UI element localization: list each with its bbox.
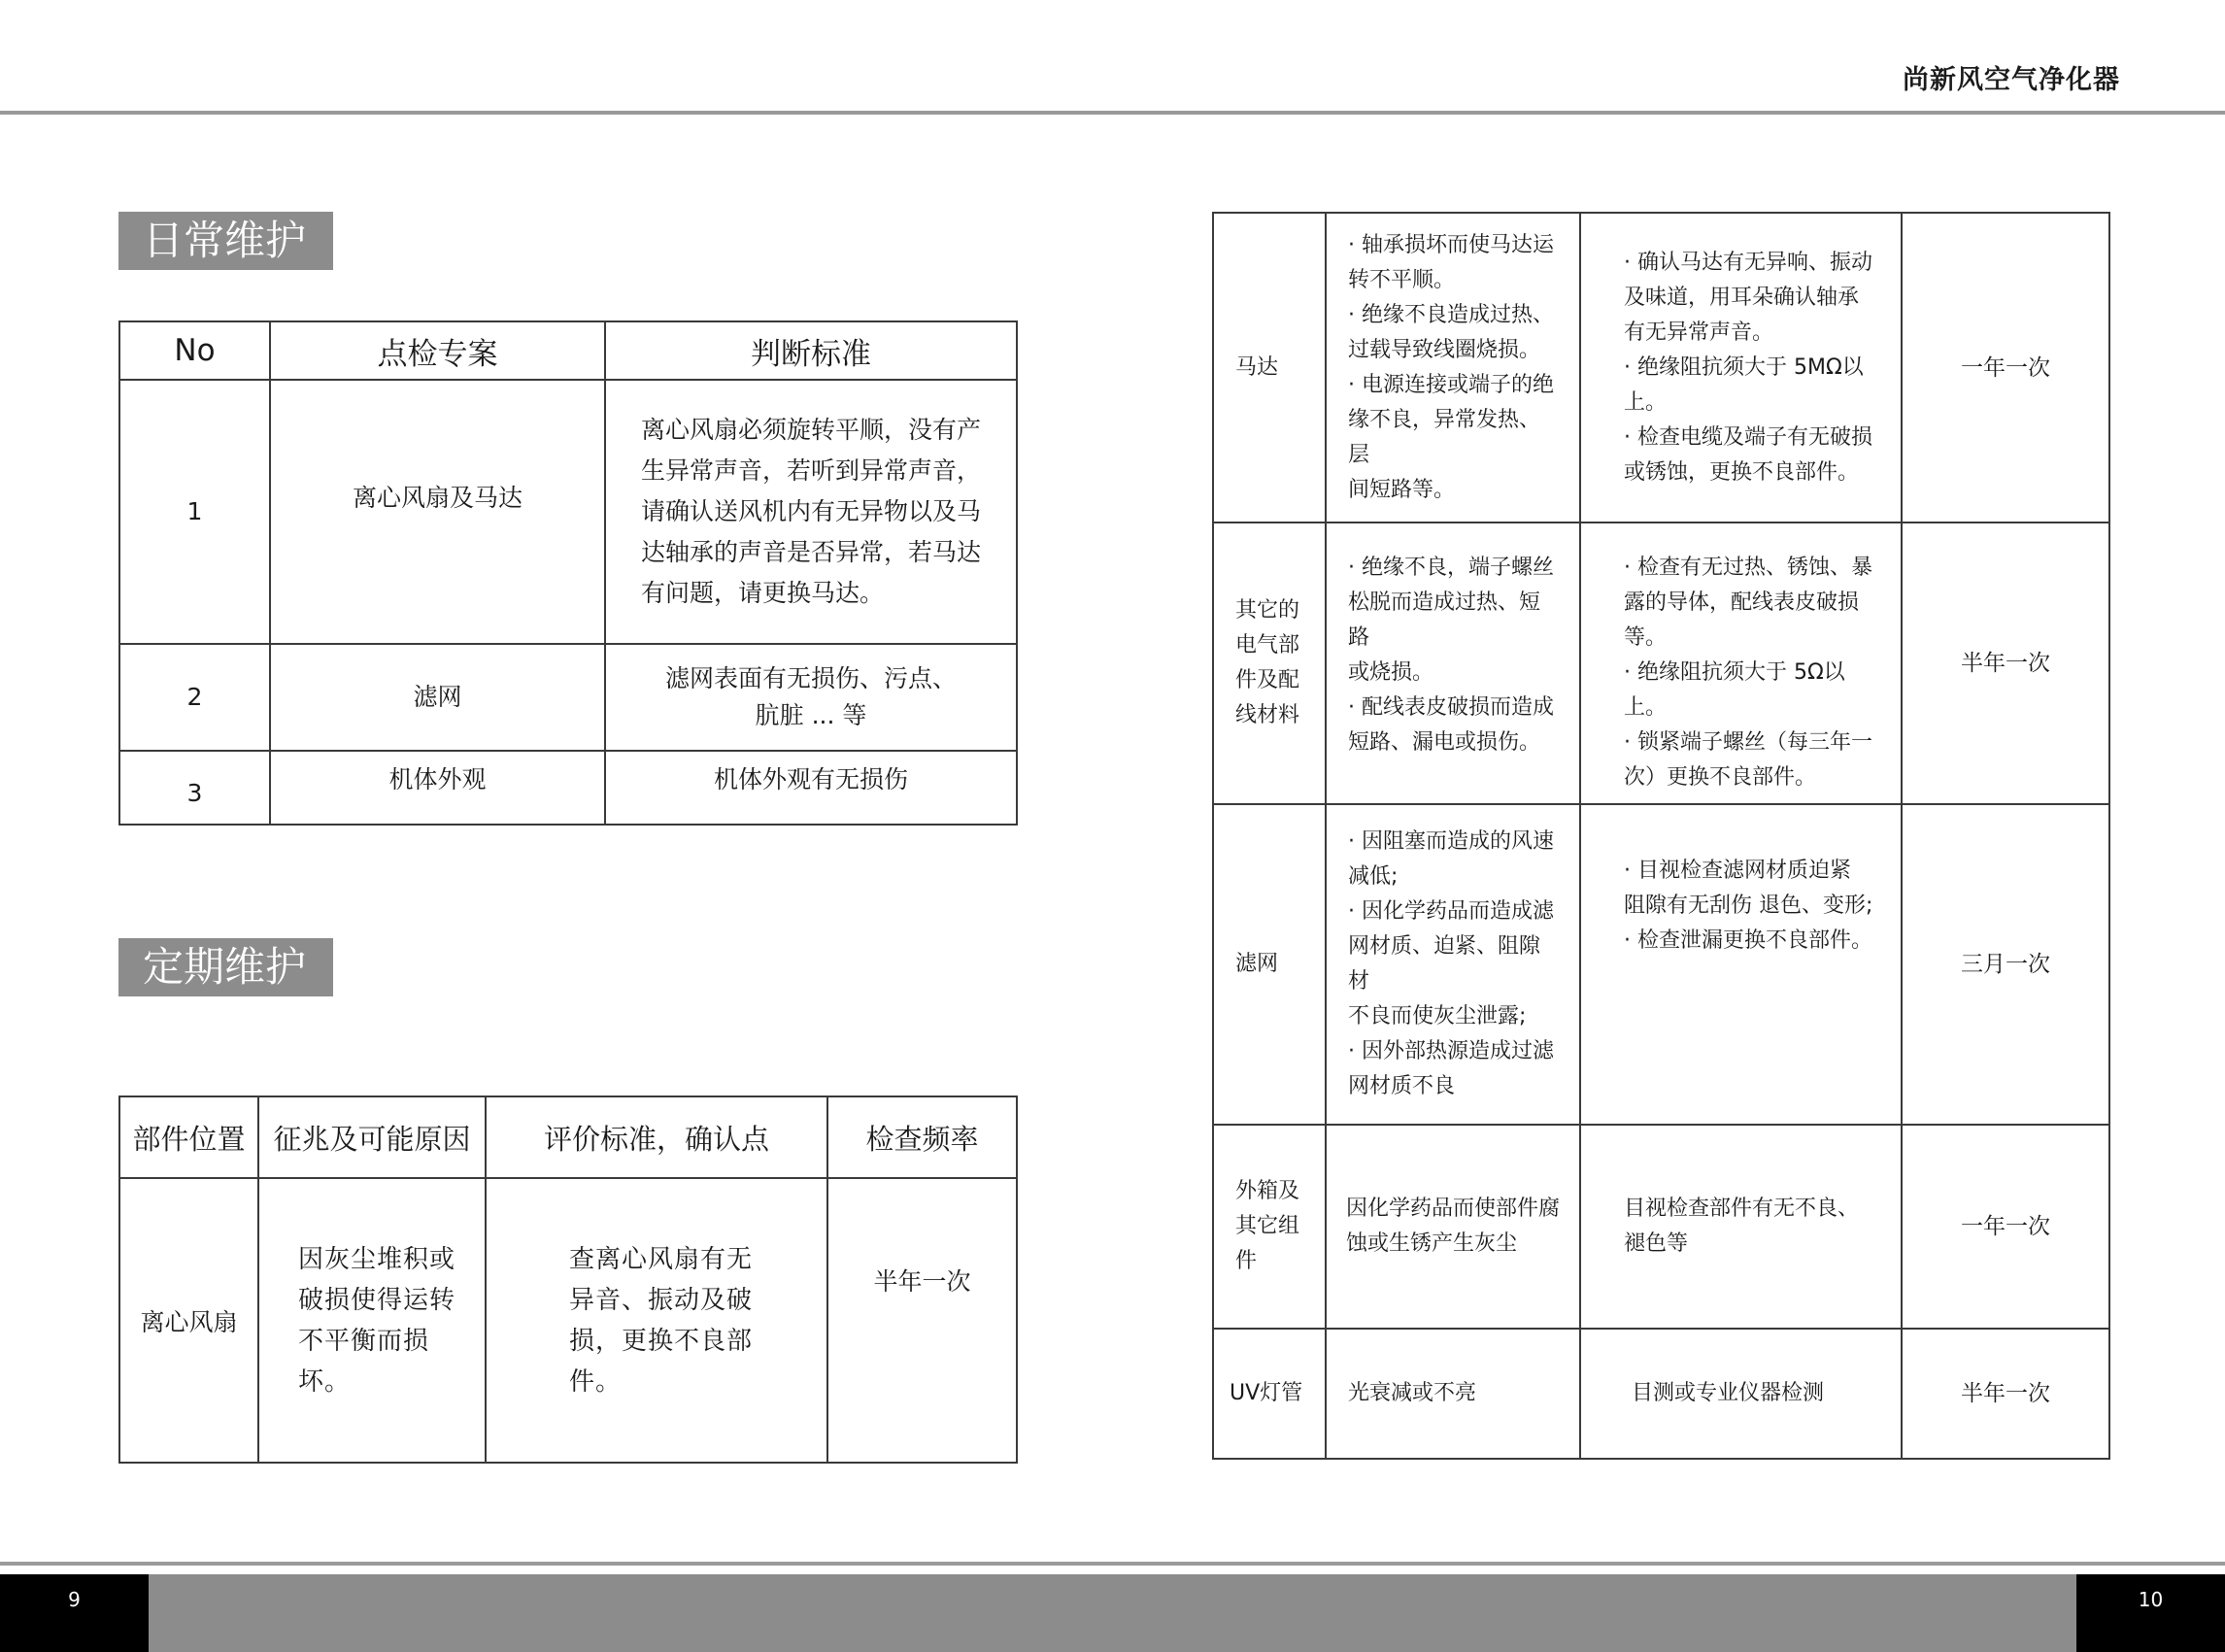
judgment-standard: 机体外观有无损伤 [605,751,1017,825]
evaluation-criteria: 目视检查部件有无不良、 褪色等 [1580,1125,1902,1329]
daily-maintenance-table [118,320,1018,826]
symptom-cause: · 因阻塞而造成的风速 减低; · 因化学药品而造成滤 网材质、迫紧、阻隙材 不良而使灰尘泄露; · 因外部热源造成过滤 网材质不良 [1326,804,1580,1125]
evaluation-criteria: · 目视检查滤网材质迫紧 阻隙有无刮伤 退色、变形; · 检查泄漏更换不良部件。 [1580,804,1902,1125]
table-row [119,644,1017,751]
check-frequency: 半年一次 [1902,523,2109,804]
table-header-row [119,1096,1017,1178]
symptom-cause: 因灰尘堆积或 破损使得运转 不平衡而损坏。 [258,1178,486,1463]
footer-band [0,1574,2225,1652]
column-header-cause: 征兆及可能原因 [258,1096,486,1178]
part-location: 马达 [1213,213,1326,523]
symptom-cause: · 轴承损坏而使马达运 转不平顺。 · 绝缘不良造成过热、 过载导致线圈烧损。 · 电源连接或端子的绝 缘不良，异常发热、层 间短路等。 [1326,213,1580,523]
symptom-cause: 因化学药品而使部件腐 蚀或生锈产生灰尘 [1326,1125,1580,1329]
page-number-left: 9 [0,1574,149,1652]
table-row [119,1178,1017,1463]
check-frequency: 一年一次 [1902,213,2109,523]
evaluation-criteria: 目测或专业仪器检测 [1580,1329,1902,1459]
symptom-cause: 光衰减或不亮 [1326,1329,1580,1459]
table-row [1213,213,2109,523]
part-location: 滤网 [1213,804,1326,1125]
table-row [1213,1329,2109,1459]
check-frequency: 三月一次 [1902,804,2109,1125]
column-header-criteria: 评价标准，确认点 [486,1096,827,1178]
evaluation-criteria: 查离心风扇有无 异音、振动及破 损，更换不良部 件。 [486,1178,827,1463]
page-number-right: 10 [2076,1574,2225,1652]
evaluation-criteria: · 确认马达有无异响、振动 及味道，用耳朵确认轴承 有无异常声音。 · 绝缘阻抗须大于 5MΩ以 上。 · 检查电缆及端子有无破损 或锈蚀，更换不良部件。 [1580,213,1902,523]
part-location: 离心风扇 [119,1178,258,1463]
column-header-item: 点检专案 [270,321,605,380]
check-frequency: 半年一次 [1902,1329,2109,1459]
column-header-no: No [119,321,270,380]
inspection-item: 滤网 [270,644,605,751]
table-row [119,751,1017,825]
table-header-row [119,321,1017,380]
check-frequency: 一年一次 [1902,1125,2109,1329]
column-header-frequency: 检查频率 [827,1096,1017,1178]
judgment-standard: 滤网表面有无损伤、污点、 肮脏 ... 等 [605,644,1017,751]
document-title: 尚新风空气净化器 [1903,65,2120,95]
inspection-item: 机体外观 [270,751,605,825]
footer-divider [0,1562,2225,1566]
part-location: 其它的 电气部 件及配 线材料 [1213,523,1326,804]
part-location: 外箱及 其它组 件 [1213,1125,1326,1329]
column-header-standard: 判断标准 [605,321,1017,380]
symptom-cause: · 绝缘不良，端子螺丝 松脱而造成过热、短路 或烧损。 · 配线表皮破损而造成 短路、漏电或损伤。 [1326,523,1580,804]
periodic-maintenance-table [118,1096,1018,1464]
evaluation-criteria: · 检查有无过热、锈蚀、暴 露的导体，配线表皮破损 等。 · 绝缘阻抗须大于 5Ω以上。 · 锁紧端子螺丝（每三年一 次）更换不良部件。 [1580,523,1902,804]
column-header-part: 部件位置 [119,1096,258,1178]
part-location: UV灯管 [1213,1329,1326,1459]
table-row [1213,1125,2109,1329]
row-number: 2 [119,644,270,751]
periodic-maintenance-table-continued [1212,212,2110,1460]
periodic-maintenance-heading: 定期维护 [118,938,333,996]
header-divider [0,111,2225,115]
row-number: 1 [119,380,270,644]
check-frequency: 半年一次 [827,1178,1017,1463]
table-row [1213,804,2109,1125]
table-row [1213,523,2109,804]
daily-maintenance-heading: 日常维护 [118,212,333,270]
row-number: 3 [119,751,270,825]
table-row [119,380,1017,644]
inspection-item: 离心风扇及马达 [270,380,605,644]
judgment-standard: 离心风扇必须旋转平顺，没有产生异常声音，若听到异常声音，请确认送风机内有无异物以及马达轴承的声音是否异常，若马达有问题，请更换马达。 [605,380,1017,644]
